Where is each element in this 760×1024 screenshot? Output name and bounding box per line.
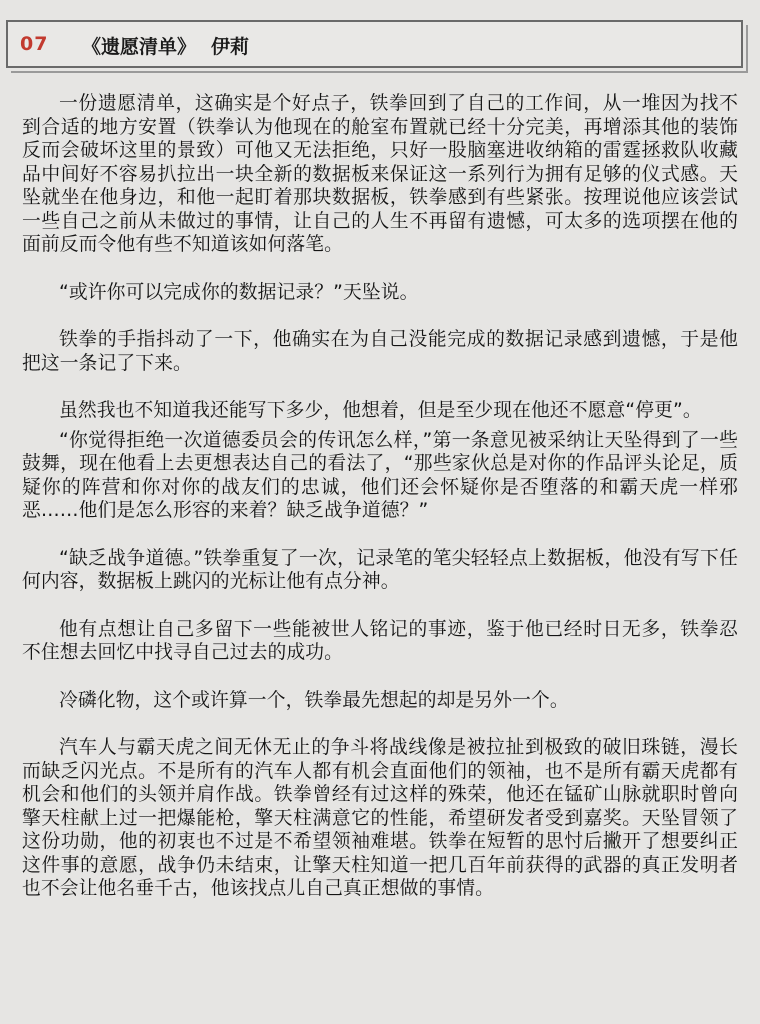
paragraph: “缺乏战争道德。”铁拳重复了一次，记录笔的笔尖轻轻点上数据板，他没有写下任何内容，数据板上跳闪的光标让他有点分神。 — [22, 547, 738, 592]
paragraph: 冷磷化物，这个或许算一个，铁拳最先想起的却是另外一个。 — [59, 689, 569, 711]
paragraph: 他有点想让自己多留下一些能被世人铭记的事迹，鉴于他已经时日无多，铁拳忍不住想去回忆中找寻自己过去的成功。 — [22, 618, 738, 663]
paragraph: 铁拳的手指抖动了一下，他确实在为自己没能完成的数据记录感到遗憾，于是他把这一条记了下来。 — [22, 329, 738, 374]
chapter-author: 伊莉 — [211, 36, 250, 58]
paragraph: 汽车人与霸天虎之间无休无止的争斗将战线像是被拉扯到极致的破旧珠链，漫长而缺乏闪光点。不是所有的汽车人都有机会直面他们的领袖，也不是所有霸天虎都有机会和他们的头领并肩作战。铁拳曾经有过这样的殊荣，他还在锰矿山脉就职时曾向擎天柱献上过一把爆能枪，擎天柱满意它的性能，希望研发者受到嘉奖。天坠冒领了这份功勋，他的初衷也不过是不希望领袖难堪。铁拳在短暂的思忖后撇开了想要纠正这件事的意愿，战争仍未结束，让擎天柱知道一把几百年前获得的武器的真正发明者也不会让他名垂千古，他该找点儿自己真正想做的事情。 — [22, 737, 738, 899]
chapter-header — [6, 20, 743, 68]
chapter-title: 《遗愿清单》 — [82, 36, 197, 58]
paragraph: 虽然我也不知道我还能写下多少，他想着，但是至少现在他还不愿意“停更”。 — [59, 400, 702, 421]
article-body — [22, 92, 738, 901]
paragraph: 一份遗愿清单，这确实是个好点子，铁拳回到了自己的工作间，从一堆因为找不到合适的地方安置（铁拳认为他现在的舱室布置就已经十分完美，再增添其他的装饰反而会破坏这里的景致）可他又无法拒绝，只好一股脑塞进收纳箱的雷霆拯救队收藏品中间好不容易扒拉出一块全新的数据板来保证这一系列行为拥有足够的仪式感。天坠就坐在他身边，和他一起盯着那块数据板，铁拳感到有些紧张。按理说他应该尝试一些自己之前从未做过的事情，让自己的人生不再留有遗憾，可太多的选项摆在他的面前反而令他有些不知道该如何落笔。 — [22, 93, 738, 255]
paragraph: “你觉得拒绝一次道德委员会的传讯怎么样，”第一条意见被采纳让天坠得到了一些鼓舞，现在他看上去更想表达自己的看法了，“那些家伙总是对你的作品评头论足，质疑你的阵营和你对你的战友们的忠诚，他们还会怀疑你是否堕落的和霸天虎一样邪恶……他们是怎么形容的来着？缺乏战争道德？” — [22, 429, 738, 521]
chapter-number: 07 — [20, 33, 49, 55]
paragraph: “或许你可以完成你的数据记录？”天坠说。 — [59, 281, 419, 303]
